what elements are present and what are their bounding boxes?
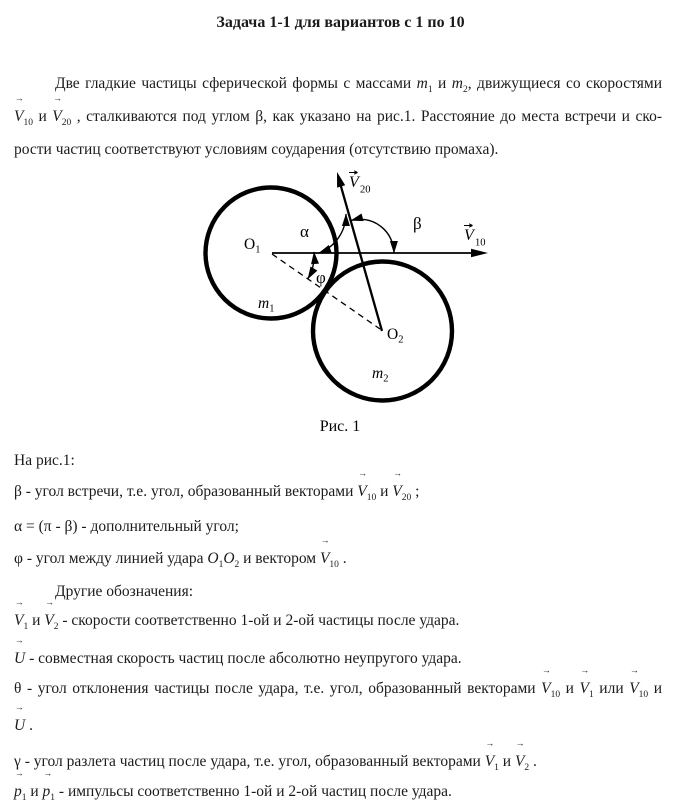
intro-line-1: Две гладкие частицы сферической формы с массами $m_1$ и $m_2$, движущиеся со скоростями bbox=[55, 75, 662, 96]
definition-u: U → - совместная скорость частиц после абсолютно неупругого удара. bbox=[14, 635, 462, 667]
phi-label: φ bbox=[316, 268, 326, 287]
definition-gamma: γ - угол разлета частиц после удара, т.е. угол, образованный векторами V → $_1$ и V → $_2$ . bbox=[14, 738, 537, 774]
v20-vector-label bbox=[349, 171, 371, 196]
fig-note-heading: На рис.1: bbox=[14, 452, 75, 469]
alpha-label: α bbox=[300, 222, 309, 241]
definition-beta: β - угол встречи, т.е. угол, образованный векторами V → $_{10}$ и V → $_{20}$ ; bbox=[14, 468, 420, 504]
center-o2-label: $O_2$ bbox=[387, 326, 404, 346]
figure-collision-diagram bbox=[0, 158, 681, 450]
v10-arrow bbox=[272, 249, 488, 257]
definition-theta-cont: U → . bbox=[14, 702, 33, 734]
definition-v1-v2: V → $_1$ и V → $_2$ - скорости соответственно 1-ой и 2-ой частицы после удара. bbox=[14, 597, 460, 633]
svg-text:20: 20 bbox=[360, 184, 371, 196]
problem-title: Задача 1-1 для вариантов с 1 по 10 bbox=[216, 14, 465, 31]
v10-vector-label bbox=[464, 224, 486, 249]
v20-arrow bbox=[337, 172, 382, 331]
definition-momenta: p → $_1$ и p → $_1$ - импульсы соответственно 1-ой и 2-ой частиц после удара. bbox=[14, 768, 452, 804]
center-o1-label: $O_1$ bbox=[244, 236, 261, 256]
beta-label: β bbox=[413, 214, 422, 233]
svg-text:V: V bbox=[464, 227, 474, 244]
svg-text:V: V bbox=[349, 174, 359, 191]
mass-1-label: $m_1$ bbox=[258, 295, 275, 315]
intro-line-3: рости частиц соответствуют условиям соударения (отсутствию промаха). bbox=[14, 141, 499, 158]
figure-caption: Рис. 1 bbox=[319, 418, 361, 435]
svg-text:10: 10 bbox=[475, 237, 486, 249]
intro-line-2: V → $_{10}$ и V → $_{20}$ , сталкиваются под углом β, как указано на рис.1. Расстояние до места встречи и ско- bbox=[14, 93, 662, 129]
definition-alpha: α = (π - β) - дополнительный угол; bbox=[14, 518, 239, 535]
mass-2-label: $m_2$ bbox=[372, 365, 389, 385]
definition-phi: φ - угол между линией удара $O_1O_2$ и вектором V → $_{10}$ . bbox=[14, 535, 347, 571]
definition-theta: θ - угол отклонения частицы после удара, т.е. угол, образованный векторами V → $_{10}$ и V → $_1$ или V → $_{10}$ и bbox=[14, 665, 663, 701]
phi-arc bbox=[308, 252, 314, 279]
other-heading: Другие обозначения: bbox=[55, 583, 194, 600]
